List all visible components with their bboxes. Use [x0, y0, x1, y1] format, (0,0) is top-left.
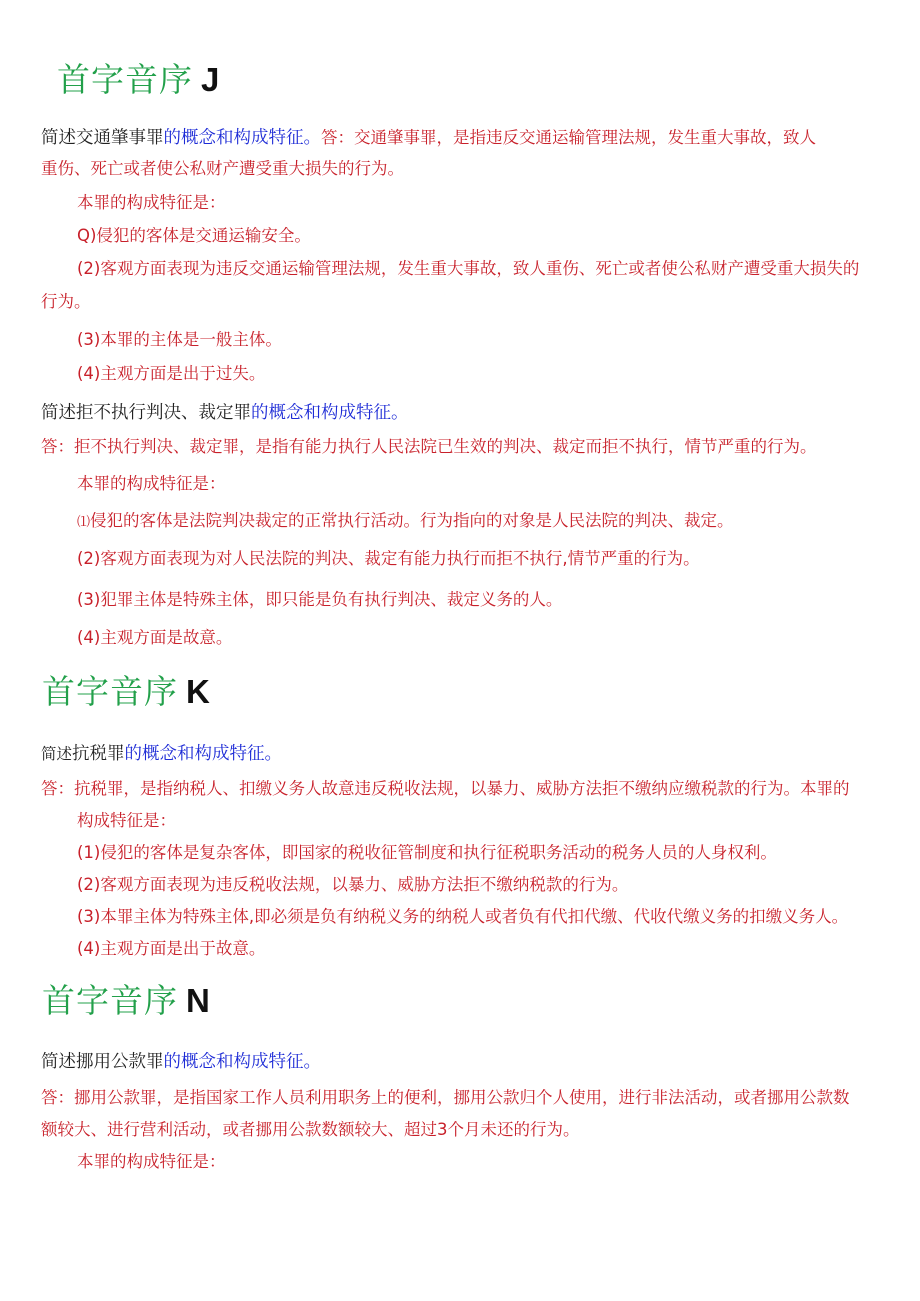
feature-item-continuation: 行为。 [41, 292, 91, 311]
question-prefix: 简述拒不执行判决、裁定罪 [41, 403, 251, 423]
question-suffix: 的概念和构成特征。 [251, 403, 409, 423]
section-heading-k [42, 672, 211, 712]
feature-item: (3)本罪的主体是一般主体。 [77, 330, 282, 349]
heading-text: 首字音序 [42, 981, 178, 1020]
question-line [41, 397, 886, 429]
features-intro: 本罪的构成特征是： [77, 193, 226, 212]
feature-item [77, 505, 887, 539]
section-heading-j [57, 60, 220, 100]
feature-item: (3)犯罪主体是特殊主体，即只能是负有执行判决、裁定义务的人。 [77, 590, 563, 609]
answer-continuation: 构成特征是： [77, 811, 176, 830]
question-prefix: 简述交通肇事罪 [41, 128, 164, 148]
feature-number: ⑴ [77, 515, 91, 530]
heading-text: 首字音序 [57, 60, 193, 99]
feature-item: (4)主观方面是出于故意。 [77, 939, 266, 958]
feature-item: (2)客观方面表现为违反税收法规，以暴力、威胁方法拒不缴纳税款的行为。 [77, 875, 629, 894]
heading-letter: J [201, 61, 221, 98]
answer-continuation: 重伤、死亡或者使公私财产遭受重大损失的行为。 [41, 159, 404, 178]
question-prefix-small: 简述 [41, 745, 73, 763]
heading-letter: N [186, 982, 211, 1019]
feature-item: (1)侵犯的客体是复杂客体，即国家的税收征管制度和执行征税职务活动的税务人员的人身权利。 [77, 843, 777, 862]
heading-letter: K [186, 673, 211, 710]
answer-continuation: 额较大、进行营利活动，或者挪用公款数额较大、超过3个月未还的行为。 [41, 1120, 580, 1139]
feature-item: (4)主观方面是出于过失。 [77, 364, 266, 383]
question-prefix: 简述挪用公款罪 [41, 1052, 164, 1072]
feature-item: (2)客观方面表现为违反交通运输管理法规，发生重大事故，致人重伤、死亡或者使公私财产遭受重大损失的 [77, 259, 860, 278]
feature-item: (4)主观方面是故意。 [77, 628, 233, 647]
question-suffix: 的概念和构成特征。 [163, 128, 321, 148]
features-intro: 本罪的构成特征是： [77, 474, 226, 493]
answer-text: 答：拒不执行判决、裁定罪，是指有能力执行人民法院已生效的判决、裁定而拒不执行，情节严重的行为。 [41, 437, 817, 456]
question-suffix: 的概念和构成特征。 [163, 1052, 321, 1072]
answer-text: 答：交通肇事罪，是指违反交通运输管理法规，发生重大事故，致人 [321, 128, 816, 147]
section-heading-n [42, 981, 211, 1021]
feature-item: (2)客观方面表现为对人民法院的判决、裁定有能力执行而拒不执行,情节严重的行为。 [77, 549, 700, 568]
question-line [41, 738, 886, 770]
question-prefix: 抗税罪 [72, 744, 125, 764]
question-line [41, 1046, 886, 1078]
answer-text: 答：挪用公款罪，是指国家工作人员利用职务上的便利，挪用公款归个人使用，进行非法活动，或者挪用公款数 [41, 1088, 850, 1107]
feature-text: 侵犯的客体是法院判决裁定的正常执行活动。行为指向的对象是人民法院的判决、裁定。 [90, 511, 734, 530]
feature-item: (3)本罪主体为特殊主体,即必须是负有纳税义务的纳税人或者负有代扣代缴、代收代缴义务的扣缴义务人。 [77, 907, 849, 926]
feature-item: Q)侵犯的客体是交通运输安全。 [77, 226, 311, 245]
heading-text: 首字音序 [42, 672, 178, 711]
question-suffix: 的概念和构成特征。 [124, 744, 283, 764]
question-line [41, 122, 886, 154]
features-intro: 本罪的构成特征是： [77, 1152, 226, 1171]
answer-text: 答：抗税罪，是指纳税人、扣缴义务人故意违反税收法规，以暴力、威胁方法拒不缴纳应缴税款的行为。本罪的 [41, 779, 850, 798]
